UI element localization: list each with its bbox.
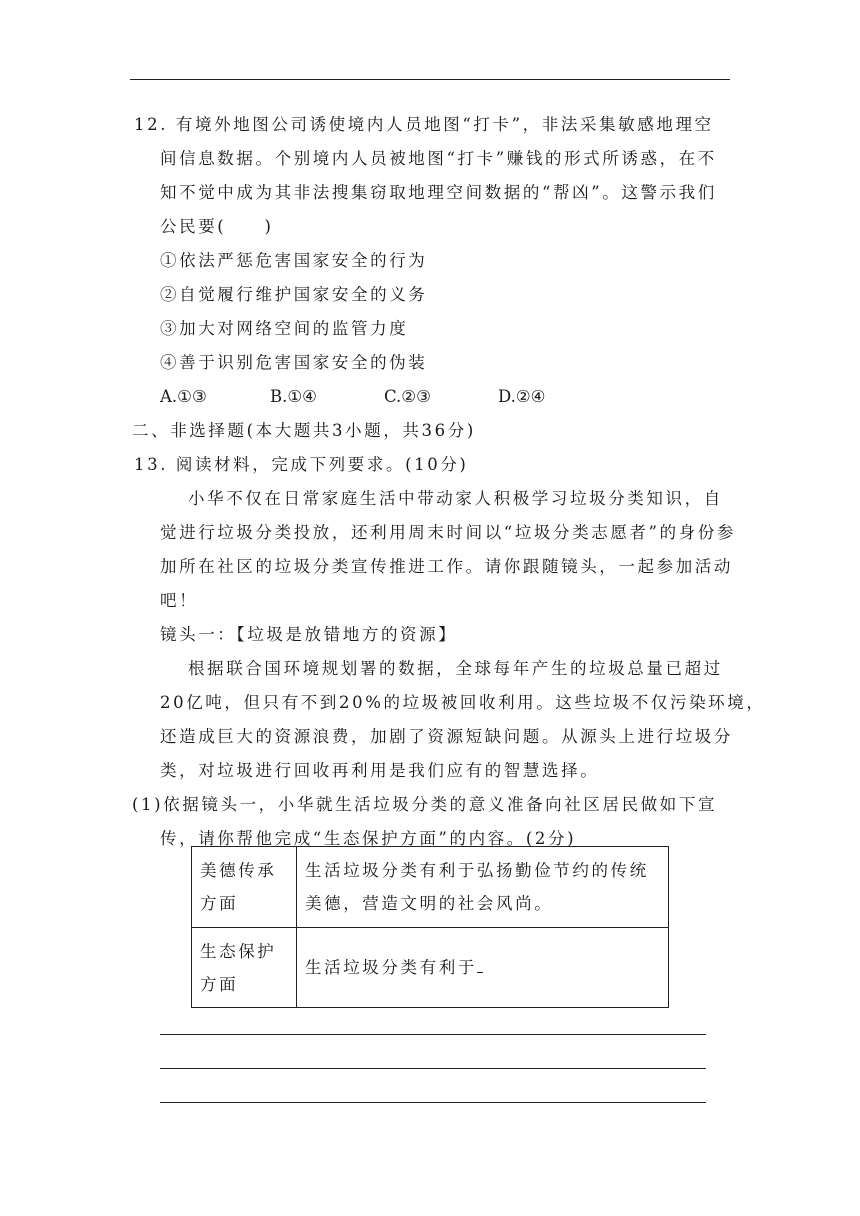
q13-para2-line-3: 还造成巨大的资源浪费，加剧了资源短缺问题。从源头上进行垃圾分	[160, 727, 733, 746]
q13-para1-line-3: 加所在社区的垃圾分类宣传推进工作。请你跟随镜头，一起参加活动	[160, 557, 733, 576]
q12-item-2: ②自觉履行维护国家安全的义务	[160, 285, 428, 304]
q12-option-c: C.②③	[384, 387, 431, 406]
q12-option-d: D.②④	[498, 387, 546, 406]
q12-line-4: 公民要( )	[160, 217, 274, 236]
q12-item-3: ③加大对网络空间的监管力度	[160, 319, 409, 338]
table-content-virtue	[297, 847, 669, 928]
table-content-virtue-line-1: 生活垃圾分类有利于弘扬勤俭节约的传统	[305, 861, 649, 880]
q13-para2-line-1: 根据联合国环境规划署的数据，全球每年产生的垃圾总量已超过	[188, 659, 723, 678]
q12-item-4: ④善于识别危害国家安全的伪装	[160, 353, 428, 372]
table-row-ecology	[192, 928, 669, 1008]
table-row-virtue	[192, 847, 669, 928]
answer-line-3[interactable]	[160, 1102, 706, 1103]
q13-sub1-line-2: 传，请你帮他完成“生态保护方面”的内容。(2分)	[160, 829, 577, 848]
q12-item-1: ①依法严惩危害国家安全的行为	[160, 251, 428, 270]
table-content-ecology-text: 生活垃圾分类有利于	[305, 958, 477, 977]
header-rule	[130, 79, 730, 80]
q13-para2-line-2: 20亿吨，但只有不到20%的垃圾被回收利用。这些垃圾不仅污染环境，	[160, 693, 766, 712]
q12-option-b: B.①④	[270, 387, 317, 406]
table-content-ecology[interactable]	[297, 928, 669, 1008]
q13-para1-line-1: 小华不仅在日常家庭生活中带动家人积极学习垃圾分类知识，自	[188, 489, 723, 508]
answer-blank-inline[interactable]	[477, 956, 483, 973]
table-content-virtue-line-2: 美德，营造文明的社会风尚。	[305, 894, 554, 913]
table-label-ecology-line-1: 生态保护	[200, 941, 277, 961]
table-label-ecology	[192, 928, 297, 1008]
answer-table	[191, 846, 669, 1008]
q13-heading: 13. 阅读材料，完成下列要求。(10分)	[134, 455, 469, 474]
q12-line-3: 知不觉中成为其非法搜集窃取地理空间数据的“帮凶”。这警示我们	[160, 183, 717, 202]
q13-para1-line-2: 觉进行垃圾分类投放，还利用周末时间以“垃圾分类志愿者”的身份参	[160, 523, 736, 542]
q12-line-1: 12. 有境外地图公司诱使境内人员地图“打卡”，非法采集敏感地理空	[134, 115, 714, 134]
q13-para2-line-4: 类，对垃圾进行回收再利用是我们应有的智慧选择。	[160, 761, 600, 780]
table-label-virtue-line-2: 方面	[200, 894, 239, 913]
q13-scene1-title: 镜头一：【垃圾是放错地方的资源】	[160, 625, 458, 644]
section-heading: 二、非选择题(本大题共3小题，共36分)	[132, 421, 476, 440]
table-label-virtue-line-1: 美德传承	[200, 861, 277, 880]
answer-line-1[interactable]	[160, 1034, 706, 1035]
q12-option-a: A.①③	[160, 387, 207, 406]
answer-line-2[interactable]	[160, 1068, 706, 1069]
table-label-virtue	[192, 847, 297, 928]
table-label-ecology-line-2: 方面	[200, 974, 239, 994]
q12-line-2: 间信息数据。个别境内人员被地图“打卡”赚钱的形式所诱惑，在不	[160, 149, 717, 168]
q13-para1-line-4: 吧！	[160, 591, 199, 610]
q13-sub1-line-1: (1)依据镜头一，小华就生活垃圾分类的意义准备向社区居民做如下宣	[132, 795, 718, 814]
